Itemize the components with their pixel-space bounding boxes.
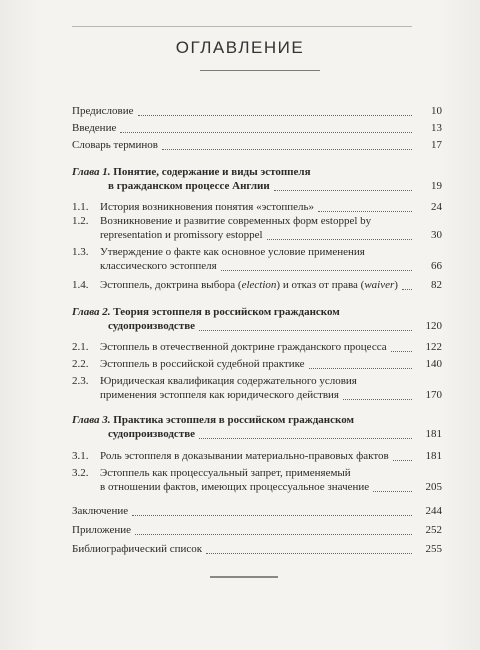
chapter-2-heading-line2: судопроизводстве 120 bbox=[108, 320, 442, 332]
top-rule bbox=[72, 26, 412, 27]
toc-section-3-2-line1: 3.2. Эстоппель как процессуальный запрет, применяемый bbox=[72, 467, 351, 479]
toc-section-1-2-line1: 1.2. Возникновение и развитие современных форм estoppel by bbox=[72, 215, 372, 227]
title-underline bbox=[200, 70, 320, 71]
toc-entry-appendix: Приложение 252 bbox=[72, 524, 442, 536]
toc-section-2-1: 2.1. Эстоппель в отечественной доктрине гражданского процесса 122 bbox=[72, 341, 442, 353]
chapter-3-heading-line1: Глава 3. Практика эстоппеля в российском гражданском bbox=[72, 414, 355, 426]
toc-entry-glossary: Словарь терминов 17 bbox=[72, 139, 442, 151]
toc-entry-bibliography: Библиографический список 255 bbox=[72, 543, 442, 555]
chapter-3-heading-line2: судопроизводстве 181 bbox=[108, 428, 442, 440]
chapter-2-heading-line1: Глава 2. Теория эстоппеля в российском гражданском bbox=[72, 306, 340, 318]
toc-section-3-1: 3.1. Роль эстоппеля в доказывании материально-правовых фактов 181 bbox=[72, 450, 442, 462]
toc-entry-preface: Предисловие 10 bbox=[72, 105, 442, 117]
toc-section-1-3-line1: 1.3. Утверждение о факте как основное условие применения bbox=[72, 246, 365, 258]
toc-section-1-3-line2: классического эстоппеля 66 bbox=[100, 260, 442, 272]
toc-section-2-2: 2.2. Эстоппель в российской судебной практике 140 bbox=[72, 358, 442, 370]
bottom-ornament-rule bbox=[210, 576, 278, 578]
toc-section-2-3-line1: 2.3. Юридическая квалификация содержательного условия bbox=[72, 375, 357, 387]
toc-section-2-3-line2: применения эстоппеля как юридического действия 170 bbox=[100, 389, 442, 401]
toc-section-1-1: 1.1. История возникновения понятия «эстоппель» 24 bbox=[72, 201, 442, 213]
toc-section-3-2-line2: в отношении фактов, имеющих процессуальное значение 205 bbox=[100, 481, 442, 493]
toc-section-1-2-line2: representation и promissory estoppel 30 bbox=[100, 229, 442, 241]
toc-entry-conclusion: Заключение 244 bbox=[72, 505, 442, 517]
chapter-1-heading-line1: Глава 1. Понятие, содержание и виды эстоппеля bbox=[72, 166, 311, 178]
page-title: ОГЛАВЛЕНИЕ bbox=[175, 38, 305, 57]
toc-entry-introduction: Введение 13 bbox=[72, 122, 442, 134]
toc-section-1-4: 1.4. Эстоппель, доктрина выбора (election) и отказ от права (waiver) 82 bbox=[72, 279, 442, 291]
chapter-1-heading-line2: в гражданском процессе Англии 19 bbox=[108, 180, 442, 192]
